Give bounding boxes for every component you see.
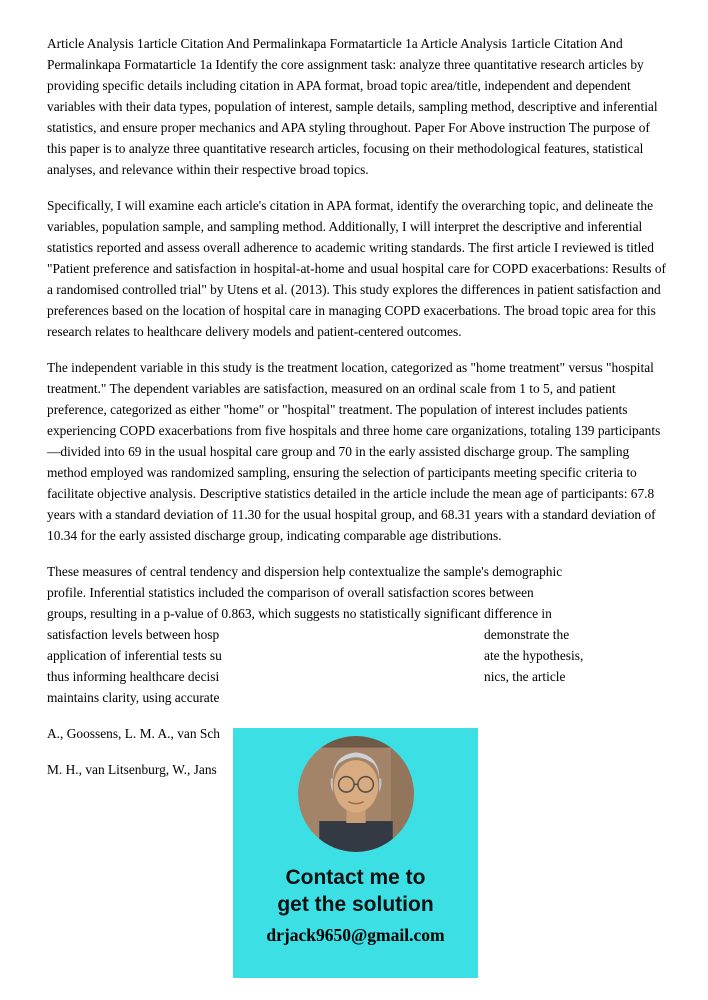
text-line-left: thus informing healthcare decisi <box>47 669 220 684</box>
text-line-right: ate the hypothesis, <box>484 648 584 663</box>
paragraph-lines <box>47 561 667 708</box>
text-line-right: nics, the article <box>484 669 566 684</box>
contact-email: drjack9650@gmail.com <box>266 925 445 945</box>
tutor-photo-icon <box>298 736 414 852</box>
text-line <box>47 624 667 645</box>
text-line-left: These measures of central tendency and dispersion help contextualize the sample's demographic <box>47 564 563 579</box>
text-line-left: groups, resulting in a p-value of 0.863, which suggests no statistically significant difference in <box>47 606 552 621</box>
paragraph: Article Analysis 1article Citation And Permalinkapa Formatarticle 1a Article Analysis 1article Citation And Permalinkapa Formatarticle 1a Identify the core assignment task: analyze three quantitative research articles by providing specific details including citation in APA format, broad topic area/title, independent and dependent variables with their data types, population of interest, sample details, sampling method, descriptive and inferential statistics, and ensure proper mechanics and APA styling throughout. Paper For Above instruction The purpose of this paper is to analyze three quantitative research articles, focusing on their methodological features, statistical analyses, and relevance within their respective broad topics. <box>47 36 658 177</box>
contact-heading-line1: Contact me to <box>285 866 426 889</box>
text-line-left: M. H., van Litsenburg, W., Jans <box>47 762 217 777</box>
paragraph: The independent variable in this study is the treatment location, categorized as "home treatment" versus "hospital treatment." The dependent variables are satisfaction, measured on an ordinal scale from 1 to 5, and patient preference, categorized as either "home" or "hospital" treatment. The population of interest includes patients experiencing COPD exacerbations from five hospitals and three home care organizations, totaling 139 participants—divided into 69 in the usual hospital care group and 70 in the early assisted discharge group. The sampling method employed was randomized sampling, ensuring the selection of participants meeting specific criteria to facilitate objective analysis. Descriptive statistics detailed in the article include the mean age of participants: 67.8 years with a standard deviation of 11.30 for the usual hospital group, and 68.31 years with a standard deviation of 10.34 for the early assisted discharge group, indicating comparable age distributions. <box>47 360 661 543</box>
text-line-right: demonstrate the <box>484 627 570 642</box>
contact-heading <box>233 864 478 918</box>
text-line <box>47 687 667 708</box>
paragraph: Specifically, I will examine each article's citation in APA format, identify the overarching topic, and delineate the variables, population sample, and sampling method. Additionally, I will interpret the descriptive and inferential statistics reported and assess overall adherence to academic writing standards. The first article I reviewed is titled "Patient preference and satisfaction in hospital-at-home and usual hospital care for COPD exacerbations: Results of a randomised controlled trial" by Utens et al. (2013). This study explores the differences in patient satisfaction and preferences based on the location of hospital care in managing COPD exacerbations. The broad topic area for this research relates to healthcare delivery models and patient-centered outcomes. <box>47 198 667 339</box>
text-line <box>47 645 667 666</box>
document-text <box>47 33 667 795</box>
text-line-left: maintains clarity, using accurate <box>47 690 220 705</box>
text-line <box>47 582 667 603</box>
contact-overlay <box>233 728 478 978</box>
text-line <box>47 561 667 582</box>
text-line <box>47 666 667 687</box>
text-line-left: application of inferential tests su <box>47 648 222 663</box>
text-line-left: profile. Inferential statistics included the comparison of overall satisfaction scores between <box>47 585 534 600</box>
text-line-left: A., Goossens, L. M. A., van Sch <box>47 726 220 741</box>
text-line <box>47 603 667 624</box>
text-line-left: satisfaction levels between hosp <box>47 627 220 642</box>
contact-heading-line2: get the solution <box>277 893 434 916</box>
